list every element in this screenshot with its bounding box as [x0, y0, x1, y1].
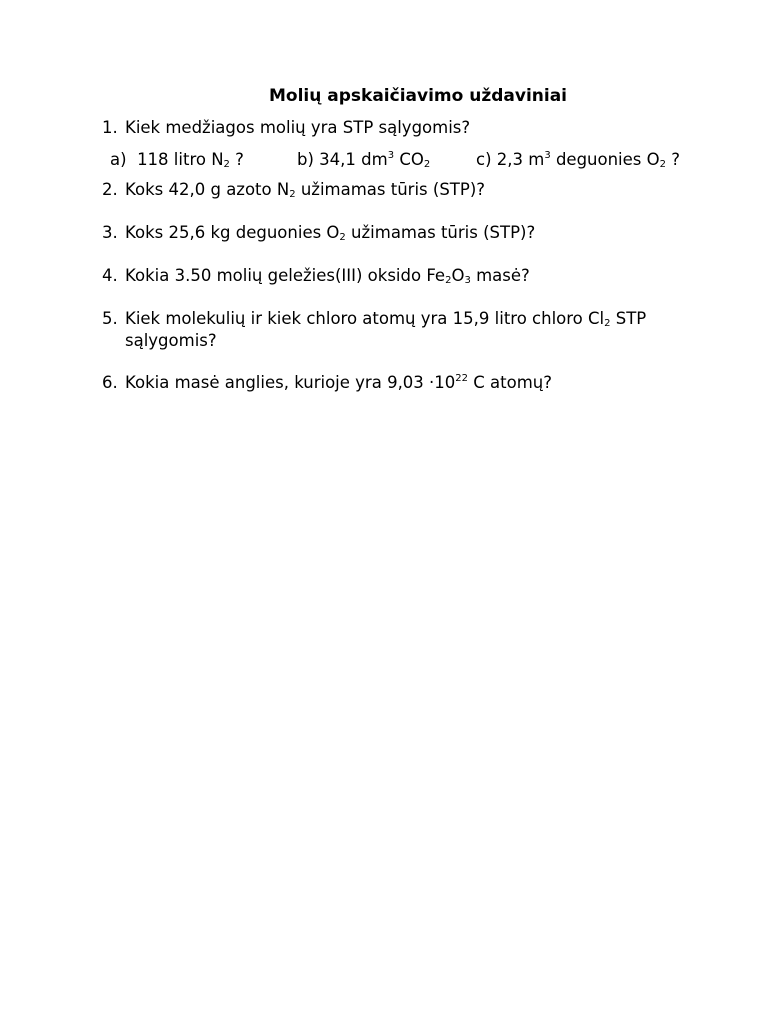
- superscript: 22: [455, 373, 469, 384]
- superscript: 3: [544, 150, 551, 161]
- question-5: [102, 308, 646, 330]
- subscript: 3: [464, 275, 471, 286]
- question-text-end: C atomų?: [468, 373, 553, 392]
- question-number: 5.: [102, 309, 118, 328]
- question-text: Koks 25,6 kg deguonies O: [125, 223, 340, 242]
- document-title: Molių apskaičiavimo uždaviniai: [269, 86, 568, 106]
- option-text: 118 litro N: [137, 150, 224, 169]
- subscript: 2: [659, 159, 666, 170]
- question-text: Koks 42,0 g azoto N: [125, 180, 290, 199]
- subscript: 2: [223, 159, 230, 170]
- superscript: 3: [387, 150, 395, 161]
- question-4: [102, 265, 530, 287]
- subscript: 2: [604, 318, 611, 329]
- question-text-end: užimamas tūris (STP)?: [295, 180, 486, 199]
- question-text-end: STP: [610, 309, 647, 328]
- option-label: b): [297, 150, 314, 169]
- question-text-mid: O: [451, 266, 465, 285]
- subscript: 2: [289, 189, 296, 200]
- question-text: Kokia masė anglies, kurioje yra 9,03 ·10: [125, 373, 456, 392]
- question-2: [102, 179, 485, 201]
- question-text: Kiek medžiagos molių yra STP sąlygomis?: [125, 118, 471, 137]
- question-5-continuation: sąlygomis?: [125, 331, 217, 350]
- question-number: 3.: [102, 223, 118, 242]
- question-1-option-a: [110, 149, 244, 171]
- question-1-option-b: [297, 149, 430, 171]
- question-text-end: užimamas tūris (STP)?: [345, 223, 536, 242]
- option-label: c): [476, 150, 492, 169]
- option-text: 34,1 dm: [319, 150, 388, 169]
- question-number: 4.: [102, 266, 118, 285]
- question-3: [102, 222, 535, 244]
- option-label: a): [110, 150, 127, 169]
- question-number: 1.: [102, 118, 118, 137]
- option-text-mid: deguonies O: [550, 150, 660, 169]
- subscript: 2: [339, 232, 346, 243]
- question-6: [102, 372, 552, 394]
- subscript: 2: [445, 275, 452, 286]
- question-1-option-c: [476, 149, 680, 171]
- option-text: 2,3 m: [496, 150, 545, 169]
- question-1: [102, 117, 470, 139]
- subscript: 2: [423, 159, 431, 170]
- question-number: 6.: [102, 373, 118, 392]
- question-number: 2.: [102, 180, 118, 199]
- option-text-mid: CO: [394, 150, 424, 169]
- option-text-end: ?: [229, 150, 244, 169]
- question-text: Kokia 3.50 molių geležies(III) oksido Fe: [125, 266, 446, 285]
- option-text-end: ?: [666, 150, 681, 169]
- question-text-end: masė?: [470, 266, 530, 285]
- question-text: Kiek molekulių ir kiek chloro atomų yra 15,9 litro chloro Cl: [125, 309, 605, 328]
